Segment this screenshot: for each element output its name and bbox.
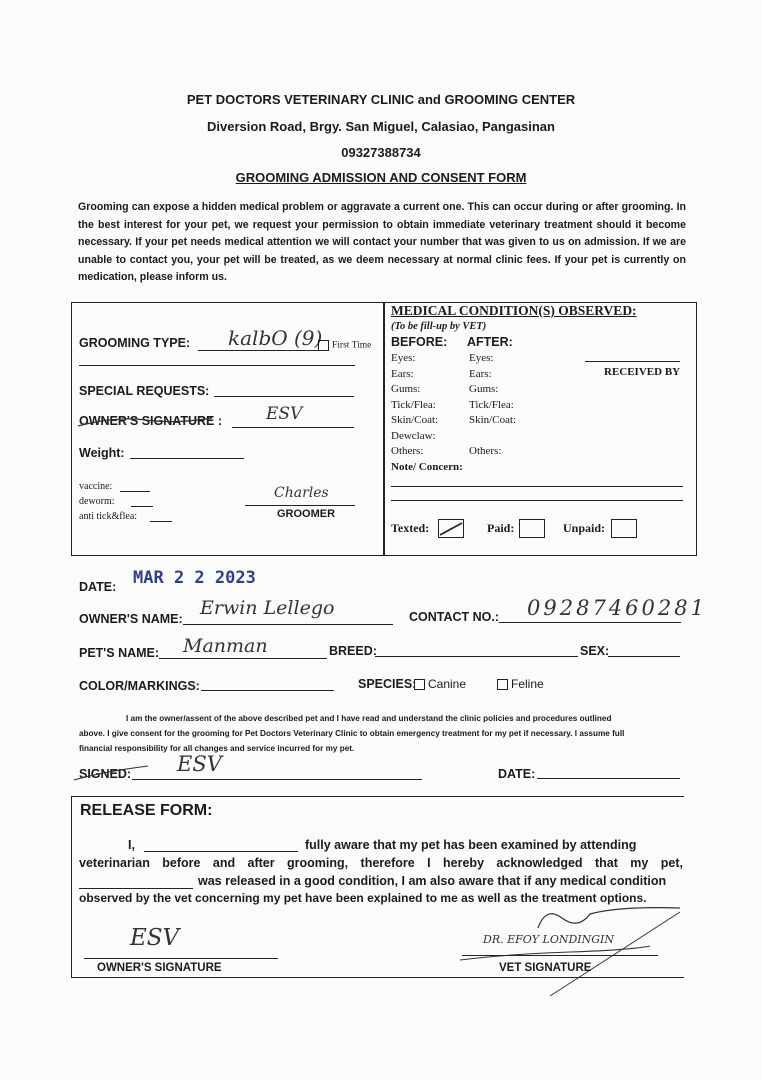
release-owner-label: OWNER'S SIGNATURE: [97, 962, 222, 974]
deworm-line[interactable]: [131, 506, 153, 507]
breed-label: BREED:: [329, 644, 377, 658]
owner-name-line[interactable]: [183, 624, 393, 625]
anti-tick-label: anti tick&flea:: [79, 511, 138, 522]
vet-fill-note: (To be fill-up by VET): [391, 321, 487, 332]
clinic-address: Diversion Road, Brgy. San Miguel, Calasiao, Pangasinan: [207, 119, 555, 134]
breed-line[interactable]: [375, 656, 578, 657]
color-markings-label: COLOR/MARKINGS:: [79, 679, 200, 693]
condition-before-1[interactable]: Ears:: [391, 367, 414, 380]
grooming-type-extra-line: [79, 365, 355, 366]
vet-signature-value: DR. EFOY LONDINGIN: [483, 933, 615, 946]
special-requests-line[interactable]: [214, 396, 354, 397]
note-line-1[interactable]: [391, 486, 683, 487]
date-label: DATE:: [79, 580, 117, 594]
feline-checkbox[interactable]: [497, 679, 508, 690]
release-line1-suffix: fully aware that my pet has been examined by attending: [305, 838, 637, 852]
grooming-type-line: [198, 350, 318, 351]
clinic-name: PET DOCTORS VETERINARY CLINIC and GROOMING CENTER: [186, 92, 576, 107]
condition-after-0[interactable]: Eyes:: [469, 352, 494, 364]
unpaid-label: Unpaid:: [563, 521, 606, 535]
note-line-2[interactable]: [391, 500, 683, 501]
release-line4: observed by the vet concerning my pet have been explained to me as well as the treatment options.: [79, 891, 647, 905]
condition-before-3[interactable]: Tick/Flea:: [391, 398, 436, 411]
vet-signature-scribble: [450, 900, 690, 1000]
signed-line[interactable]: [132, 779, 422, 780]
received-by-label: RECEIVED BY: [604, 366, 681, 378]
consent-date-line[interactable]: [537, 778, 680, 779]
deworm-label: deworm:: [79, 496, 115, 507]
contact-line[interactable]: [499, 622, 681, 623]
pet-name-label: PET'S NAME:: [79, 646, 160, 660]
vaccine-line[interactable]: [120, 491, 150, 492]
pet-name-line[interactable]: [159, 658, 327, 659]
release-owner-line[interactable]: [84, 958, 278, 959]
condition-before-5[interactable]: Dewclaw:: [391, 429, 436, 442]
owner-name-label: OWNER'S NAME:: [79, 612, 183, 626]
release-line2: veterinarian before and after grooming, therefore I hereby acknowledged that my pet,: [79, 856, 683, 870]
intro-paragraph: Grooming can expose a hidden medical problem or aggravate a current one. This can occur during or after grooming. In the best interest for your pet, we request your permission to obtain immediate veterinary treatment should it become necessary. If your pet needs medical attention we will contact your number that was given to us on admission. If we are unable to contact you, your pet will be treated, as we deem necessary at normal clinic fees. If your pet is currently on medication, please inform us.: [78, 201, 686, 284]
before-label: BEFORE:: [391, 335, 448, 349]
color-markings-line[interactable]: [201, 690, 334, 691]
signed-value: ESV: [177, 752, 222, 776]
release-owner-signature-value: ESV: [130, 925, 180, 951]
consent-line-3: financial responsibility for all changes and service incurred for my pet.: [79, 744, 355, 753]
contact-label: CONTACT NO.:: [409, 610, 500, 624]
paid-label: Paid:: [487, 521, 515, 535]
first-time-option[interactable]: [318, 340, 371, 351]
condition-before-4[interactable]: Skin/Coat:: [391, 414, 439, 426]
owner-name-value[interactable]: Erwin Lellego: [200, 597, 335, 619]
condition-after-6[interactable]: Others:: [469, 445, 502, 457]
clinic-phone: 09327388734: [341, 145, 421, 160]
condition-before-2[interactable]: Gums:: [391, 383, 421, 395]
received-by-line[interactable]: [585, 361, 680, 362]
texted-check-mark: [439, 520, 463, 537]
weight-line[interactable]: [130, 458, 244, 459]
feline-option[interactable]: [497, 677, 544, 691]
owner-signature-label: OWNER'S SIGNATURE :: [79, 414, 223, 428]
condition-before-0[interactable]: Eyes:: [391, 352, 416, 364]
owner-signature-top: ESV: [266, 404, 303, 424]
release-line1-prefix: I,: [128, 838, 135, 852]
signed-label: SIGNED:: [79, 767, 132, 781]
texted-checkbox[interactable]: [438, 519, 464, 538]
release-title: RELEASE FORM:: [80, 802, 213, 819]
condition-before-6[interactable]: Others:: [391, 445, 424, 457]
paid-checkbox[interactable]: [519, 519, 545, 538]
canine-label: Canine: [428, 677, 467, 691]
condition-after-3[interactable]: Tick/Flea:: [469, 398, 514, 411]
note-concern-label: Note/ Concern:: [391, 461, 463, 473]
species-label: SPECIES:: [358, 677, 417, 691]
medical-condition-title: MEDICAL CONDITION(S) OBSERVED:: [391, 303, 637, 318]
consent-paragraph: [79, 711, 685, 756]
consent-date-label: DATE:: [498, 767, 536, 781]
sex-line[interactable]: [608, 656, 680, 657]
anti-tick-line[interactable]: [150, 521, 172, 522]
unpaid-checkbox[interactable]: [611, 519, 637, 538]
weight-label: Weight:: [79, 446, 125, 460]
box-divider: [383, 302, 385, 556]
condition-after-4[interactable]: Skin/Coat:: [469, 414, 517, 426]
signed-strike: [72, 762, 152, 784]
after-label: AFTER:: [467, 335, 513, 349]
grooming-type-label: GROOMING TYPE:: [79, 336, 191, 350]
first-time-checkbox[interactable]: [318, 340, 329, 351]
release-name-line[interactable]: [144, 851, 298, 852]
sex-label: SEX:: [580, 644, 610, 658]
canine-checkbox[interactable]: [414, 679, 425, 690]
form-title: GROOMING ADMISSION AND CONSENT FORM: [235, 170, 527, 185]
consent-line-1: I am the owner/assent of the above described pet and I have read and understand the clinic policies and procedures outlined: [126, 714, 612, 723]
groomer-line: [245, 505, 355, 506]
grooming-type-value[interactable]: kalbO (9): [228, 326, 323, 350]
condition-after-1[interactable]: Ears:: [469, 367, 492, 380]
texted-label: Texted:: [391, 521, 430, 535]
consent-line-2: above. I give consent for the grooming for Pet Doctors Veterinary Clinic to obtain emergency treatment for my pet if necessary. I assume full: [79, 729, 625, 738]
first-time-label: First Time: [332, 340, 372, 351]
groomer-label: GROOMER: [277, 508, 336, 520]
release-pet-line[interactable]: [79, 888, 193, 889]
owner-signature-line[interactable]: [232, 427, 354, 428]
owner-signature-strike: [76, 412, 216, 430]
vet-signature-line[interactable]: [462, 955, 658, 956]
special-requests-label: SPECIAL REQUESTS:: [79, 384, 210, 398]
release-line3-suffix: was released in a good condition, I am also aware that if any medical condition: [198, 874, 667, 888]
vet-signature-label: VET SIGNATURE: [499, 962, 592, 974]
condition-after-2[interactable]: Gums:: [469, 383, 499, 395]
date-stamp: MAR 2 2 2023: [133, 568, 256, 588]
feline-label: Feline: [511, 677, 544, 691]
groomer-signature: Charles: [274, 485, 329, 501]
contact-value[interactable]: 09287460281: [527, 596, 707, 620]
canine-option[interactable]: [414, 677, 466, 691]
vaccine-label: vaccine:: [79, 481, 113, 492]
pet-name-value[interactable]: Manman: [183, 635, 268, 657]
